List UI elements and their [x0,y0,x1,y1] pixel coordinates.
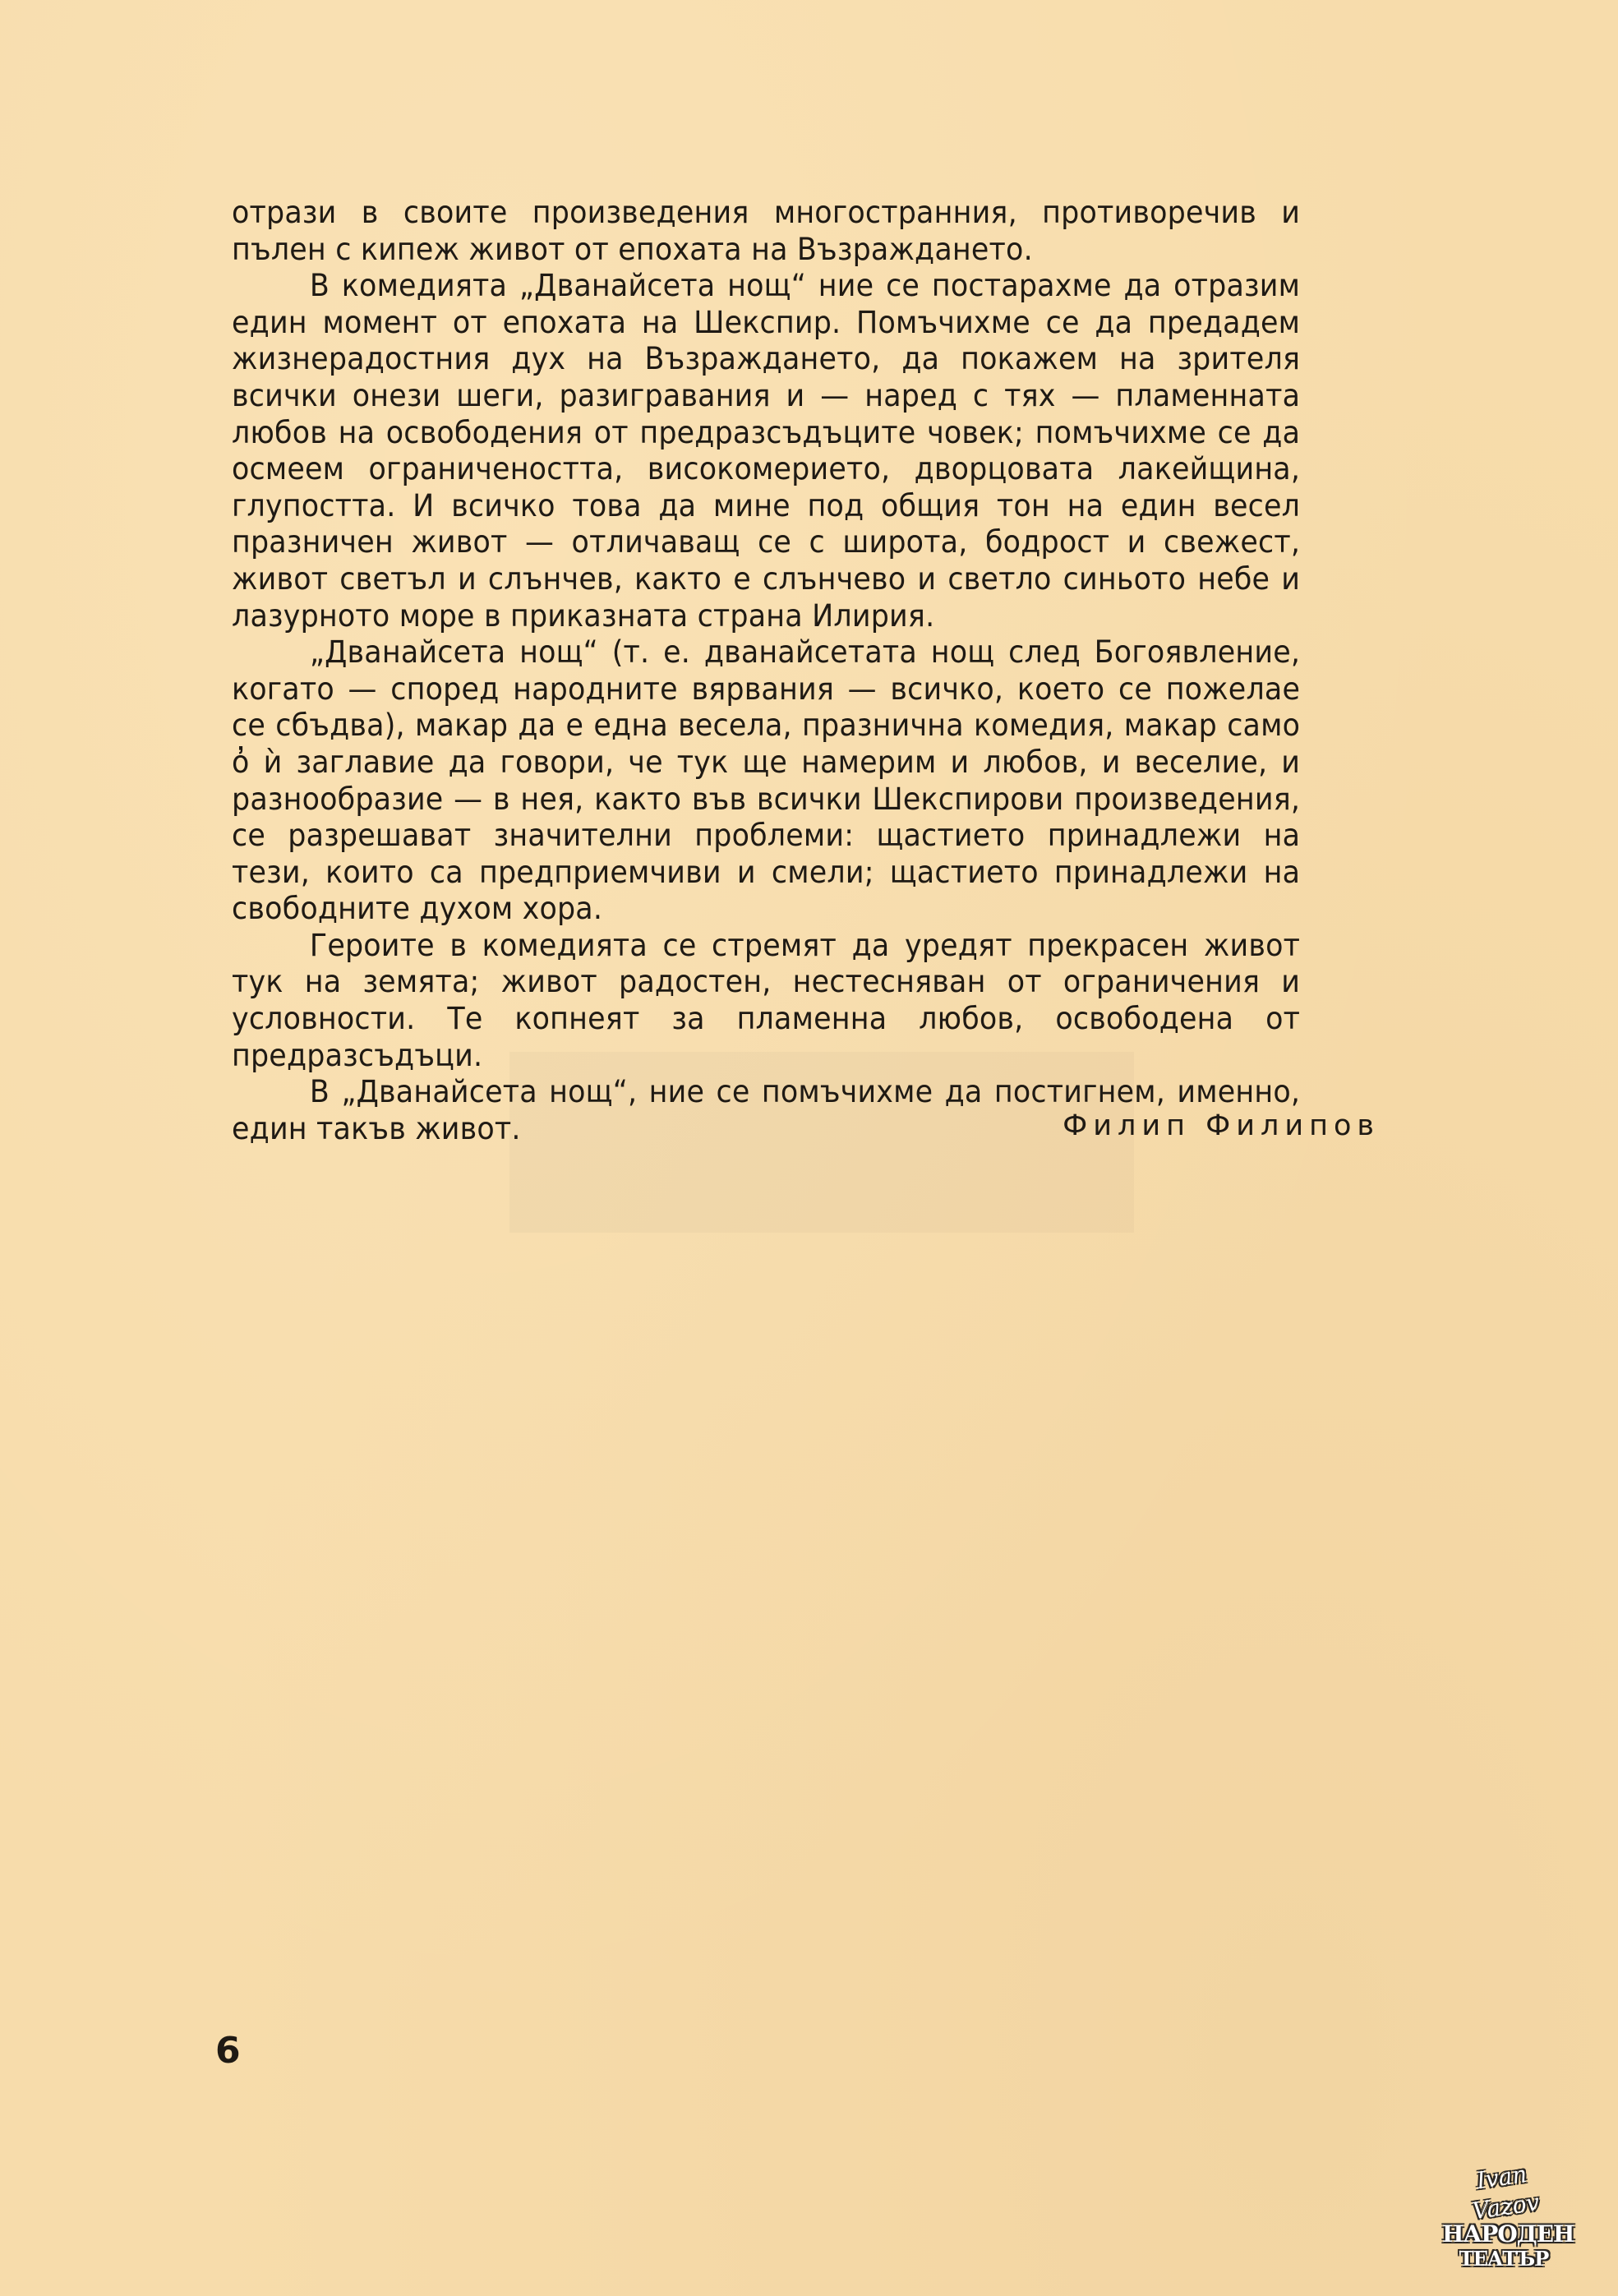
logo-line-1: НАРОДЕН [1442,2220,1574,2248]
paragraph-3: „Дванайсета нощ“ (т. е. дванайсетата нощ след Богоявление, когато — според народните вярвания — всичко, което се пожелае се сбъдва), макар да е една весела, празнична комедия, макар само о̓ ѝ заглавие да говори, че тук ще намерим и любов, и веселие, и разнообразие — в нея, както във всички Шекспирови произведения, се разрешават значителни проблеми: щастието принадлежи на тези, които са предприемчиви и смели; щастието принадлежи на свободните духом хора. [232,634,1301,927]
national-theatre-logo [1442,2160,1574,2271]
logo-line-2: ТЕАТЪР [1459,2247,1549,2271]
article-body [232,194,1300,1146]
paragraph-1: отрази в своите произведения многостранния, противоречив и пълен с кипеж живот от епохата на Възраждането. [232,194,1301,267]
paragraph-4: Героите в комедията се стремят да уредят прекрасен живот тук на земята; живот радостен, нестесняван от ограничения и условности. Те копнеят за пламенна любов, освободена от предразсъдъци. [232,926,1301,1073]
author-signature: Филип Филипов [1063,1109,1380,1142]
paragraph-2: В комедията „Дванайсета нощ“ ние се постарахме да отразим един момент от епохата на Шекспир. Помъчихме се да предадем жизнерадостния дух на Възраждането, да покажем на зрителя всички онези шеги, разигравания и — наред с тях — пламенната любов на освободения от предразсъдъците човек; помъчихме се да осмеем ограничеността, високомерието, дворцовата лакейщина, глупостта. И всичко това да мине под общия тон на един весел празничен живот — отличаващ се с широта, бодрост и свежест, живот светъл и слънчев, както е слънчево и светло синьото небе и лазурното море в приказната страна Илирия. [232,267,1301,634]
paragraph-5: В „Дванайсета нощ“, ние се помъчихме да постигнем, именно, един такъв живот. [232,1073,1301,1146]
logo-script-signature: Ivan Vazov [1470,2160,1542,2225]
page-number: 6 [215,2030,241,2072]
